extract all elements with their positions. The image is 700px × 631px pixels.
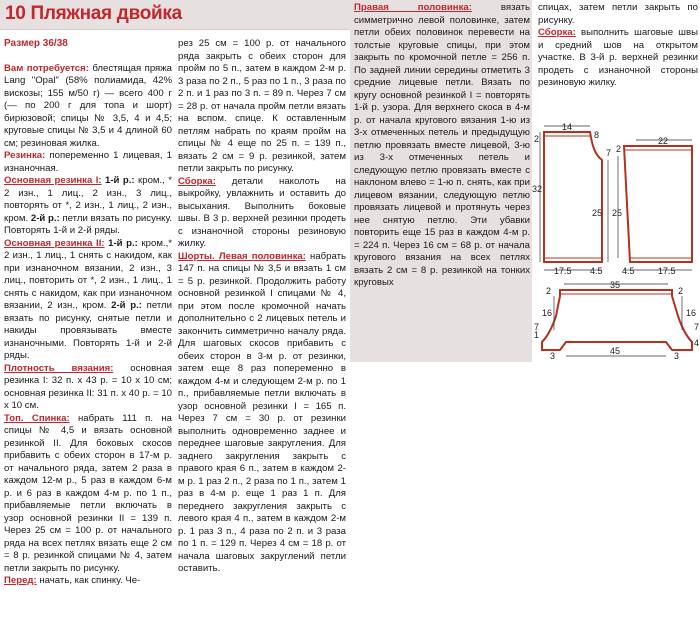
rib1-text-a: кром., * 2 изн., 1 лиц., 2 изн., 3 лиц., повторять от *, 2 изн., 1 лиц., 2 изн., кром. <box>4 175 172 224</box>
dim-7: 7 <box>606 148 612 158</box>
front-text: начать, как спинку. Че- <box>36 575 141 586</box>
rib2-text-a: кром.,* 2 изн., 1 лиц., 1 снять с накидом, как при изнаночном вязании, 2 изн., 3 лиц., повторить от *, 2 изн., 1 лиц., 1 снять с накидом, как при изнаночном вязании, 2 изн., кром. <box>4 237 172 311</box>
front-paragraph <box>4 575 172 588</box>
column-3 <box>354 2 530 362</box>
rib2-row2-label: 2-й р.: <box>111 300 142 311</box>
gauge-heading: Плотность вязания: <box>4 362 114 374</box>
gauge-paragraph <box>4 363 172 413</box>
dim-17-5-front: 17.5 <box>554 266 572 276</box>
size-heading: Размер 36/38 <box>4 38 68 49</box>
right-half-paragraph <box>354 2 530 290</box>
rib2-paragraph <box>4 238 172 363</box>
dim-8: 8 <box>594 130 600 140</box>
right-half-text: вязать симметрично левой половинке, затем петли обеих половинок перевести на толстые круговые спицы, при этом закрыть по кромочной петле = 256 п. По задней линии середины отметить 3 средние лицевые петли. Вязать по кругу основной резинкой I = повторять 1-й р. узора. Для верхнего скоса в 4-м р. от начала кругового вязания 1-ю из 3-х отмеченных петель и предыдущую петлю провязать вместе лицевой, 3-ю из 3-х отмеченных петель и следующую петлю провязать вместе с наклоном влево = 1-ю п. снять, как при лицевом вязании, следующую петлю провязать лицевой и протянуть через нее снятую петлю. Эти убавки повторить еще 15 раз в каждом 4-м р. = 224 п. Через 16 см = 68 р. от начала кругового вязания на всех петлях вязать 2 см = 8 р. резинкой на тонких круговых <box>354 2 530 288</box>
front-heading: Перед: <box>4 575 37 586</box>
dim-2-right: 2 <box>678 286 684 296</box>
back-text: набрать 111 п. на спицы № 4,5 и вязать основной резинкой II. Для боковых скосов прибавить с обеих сторон в 17-м р. от начального ряда, затем 2 раза в каждом 12-м р., 5 раз в каждом 6-м р. и 6 раз в каждом 4-м р. по 1 п., прибавляемые петли включать в узор основной резинки II = 139 п. Через 25 см = 100 р. от начального ряда на всех петлях вязать еще 2 см = 8 р. резинкой спицами № 4, затем петли закрыть по рисунку. <box>4 412 172 574</box>
dim-7-right: 7 <box>694 322 700 332</box>
dim-45: 45 <box>610 346 621 356</box>
dim-3-right: 3 <box>674 351 680 360</box>
assembly-text: детали наколоть на выкройку, увлажнить и оставить до высыхания. Выполнить боковые швы. В 3 р. верхней резинки продеть с изнаночной стороны резиновую жилку. <box>178 175 346 249</box>
shorts-assembly-paragraph <box>538 27 698 90</box>
shorts-half-outline <box>542 290 692 350</box>
rib1-paragraph <box>4 175 172 238</box>
dim-4-5-front: 4.5 <box>590 266 603 276</box>
dim-25-back: 25 <box>612 208 623 218</box>
back-piece-outline <box>624 146 692 262</box>
rib1-heading: Основная резинка I: <box>4 175 102 186</box>
materials-text: блестящая пряжа Lang "Opal" (58% полиамида, 42% вискозы; 155 м/50 г) — всего 400 г (— по 200 г для топа и шорт) бирюзовой; спицы № 3,5, 4 и 4,5; круговые спицы № 3,5 и 4 длиной 60 см; резиновая жилка. <box>4 62 172 149</box>
dim-16-right: 16 <box>686 308 697 318</box>
right-half-heading: Правая половинка: <box>354 2 472 13</box>
rib2-row1-label: 1-й р.: <box>104 237 138 249</box>
dim-4-5-back: 4.5 <box>622 266 635 276</box>
shorts-heading: Шорты. Левая половинка: <box>178 250 306 262</box>
dim-35: 35 <box>610 280 621 290</box>
materials-paragraph <box>4 63 172 151</box>
shorts-assembly-heading: Сборка: <box>538 27 576 38</box>
column-1 <box>4 38 172 631</box>
rib1-text-b: петли вязать по рисунку. Повторять 1-й и 2-й ряды. <box>4 212 172 236</box>
back-heading: Топ. Спинка: <box>4 412 70 424</box>
rib-text: попеременно 1 лицевая, 1 изнаночная. <box>4 150 172 174</box>
dim-2-left: 2 <box>546 286 552 296</box>
dim-16-left: 16 <box>542 308 553 318</box>
shorts-text: набрать 147 п. на спицы № 3,5 и вязать 1 см = 5 р. резинкой. Продолжить работу основной резинкой I спицами № 4, при этом после кромочной начать дополнительно с 2 лицевых петель и закончить симметрично началу ряда. Для шаговых скосов прибавить с обеих сторон в 3-м р. от резинки, затем еще 8 раз попеременно в каждом 4-м и следующем 2-м р. по 1 п., прибавляемые петли включать в узор основной резинки I = 165 п. Через 7 см = 30 р. от резинки выполнить одновременно заднее и переднее шаговые закругления. Для заднего закругления закрыть с правого края 6 п., затем в каждом 2-м р. 1 раз 2 п., 2 раза по 1 п., затем 1 раз в 4-м р. еще 1 раз 1 п. Для переднего закругления закрыть с левого края 4 п., затем в каждом 2-м р. 1 раз 3 п., 4 раза по 2 п. и 3 раза по 1 п. = 129 п. Через 4 см = 18 р. от начала шаговых закруглений петли оставить. <box>178 250 346 574</box>
rib-heading: Резинка: <box>4 150 46 161</box>
shorts-assembly-text: выполнить шаговые швы и средний шов на открытом участке. В 3-й р. верхней резинки продеть с изнаночной стороны резиновую жилку. <box>538 27 698 88</box>
shorts-pattern-diagram <box>532 280 700 360</box>
shorts-continued: спицах, затем петли закрыть по рисунку. <box>538 2 698 26</box>
page-title: 10 Пляжная двойка <box>5 3 182 24</box>
assembly-paragraph <box>178 176 346 251</box>
dim-4: 4 <box>694 338 700 348</box>
dim-7-left: 7 <box>534 322 540 332</box>
column-4 <box>538 2 698 114</box>
front-piece-outline <box>544 132 602 262</box>
rib1-row2-label: 2-й р.: <box>30 212 60 224</box>
dim-14: 14 <box>562 122 573 132</box>
title-bar <box>0 0 350 30</box>
rib1-row1-label: 1-й р.: <box>101 175 135 186</box>
dim-3-left: 3 <box>550 351 556 360</box>
materials-heading: Вам потребуется: <box>4 62 89 74</box>
dim-1: 1 <box>534 330 540 340</box>
rib2-heading: Основная резинка II: <box>4 237 105 249</box>
dim-32: 32 <box>532 184 543 194</box>
column-2 <box>178 38 346 631</box>
dim-2-back: 2 <box>616 144 622 154</box>
top-pattern-diagram <box>532 122 700 277</box>
gauge-text: основная резинка I: 32 п. х 43 р. = 10 х 10 см; основная резинка II: 31 п. х 40 р. = 10 х 10 см. <box>4 362 172 411</box>
rib-paragraph <box>4 150 172 175</box>
dim-22: 22 <box>658 136 669 146</box>
dim-25-front: 25 <box>592 208 603 218</box>
front-continued: рез 25 см = 100 р. от начального ряда закрыть с обеих сторон для пройм по 5 п., затем в каждом 2-м р. 3 раза по 2 п., 5 раз по 1 п., 3 раза по 2 п. и 1 раз по 3 п. = 89 п. Через 7 см = 28 р. от начала пройм петли вязать на вспом. спице. К оставленным петлям набрать по краям пройм на спицы № 4 еще по 25 п. = 139 п., вязать 2 см = 9 р. резинкой, затем петли закрыть по рисунку. <box>178 38 346 174</box>
dim-17-5-back: 17.5 <box>658 266 676 276</box>
rib2-text-b: петли вязать по рисунку, снятые петли и накиды провязывать вместе изнаночными. Повторять 1-й и 2-й ряды. <box>4 300 172 361</box>
dim-2-front: 2 <box>534 134 540 144</box>
back-paragraph <box>4 413 172 576</box>
shorts-paragraph <box>178 251 346 576</box>
assembly-heading: Сборка: <box>178 175 216 187</box>
